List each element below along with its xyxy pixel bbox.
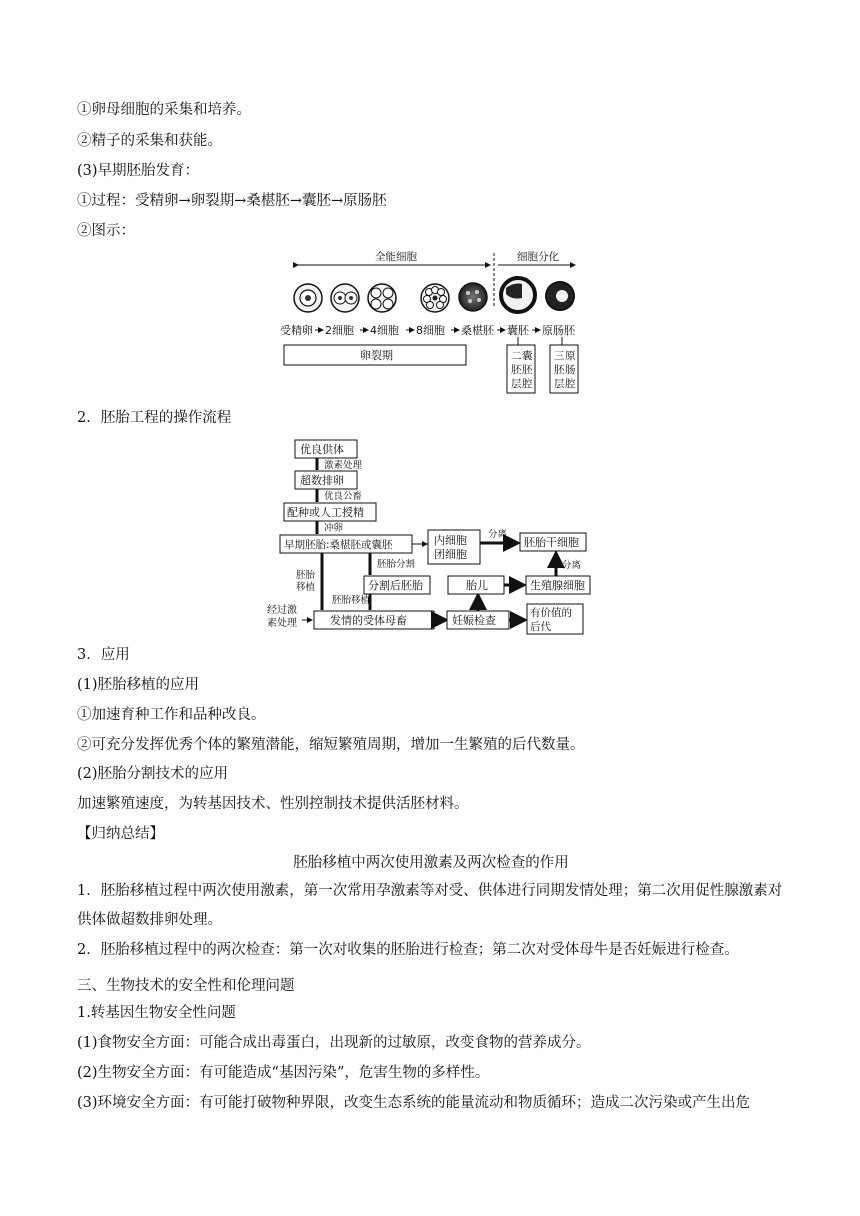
blast-label: 腔: [522, 378, 533, 390]
text-line: ①卵母细胞的采集和培养。: [77, 102, 251, 118]
stage-4cell: 4细胞: [370, 324, 399, 337]
text-line: ①过程：受精卵→卵裂期→桑椹胚→囊胚→原肠胚: [77, 193, 387, 209]
label-mating: 配种或人工授精: [287, 506, 364, 519]
label-split: 胚胎分割: [377, 559, 416, 570]
label-flush: 冲卵: [324, 523, 344, 534]
gas-label: 原: [565, 350, 576, 362]
text-line: ②可充分发挥优秀个体的繁殖潜能，缩短繁殖周期，增加一生繁殖的后代数量。: [77, 737, 585, 753]
blast-label: 胚: [511, 364, 522, 376]
label-transfer-2: 胚胎移植: [332, 595, 371, 606]
label-differentiation: 细胞分化: [517, 251, 559, 263]
four-cell-icon: [368, 284, 396, 312]
blast-label: 二: [511, 350, 522, 362]
label-donor: 优良供体: [300, 443, 344, 456]
gas-label: 胚: [554, 364, 565, 376]
stage-blastocyst: 囊胚: [507, 324, 529, 337]
text-line: (3)环境安全方面：有可能打破物种界限，改变生态系统的能量流动和物质循环；造成二次污染或产生出危: [77, 1095, 751, 1111]
label-early-embryo: 早期胚胎:桑椹胚或囊胚: [284, 539, 393, 551]
zygote-cell-icon: [294, 284, 322, 312]
text-line: ②精子的采集和获能。: [77, 133, 222, 149]
section-heading: 2．胚胎工程的操作流程: [77, 410, 232, 426]
text-line: 加速繁殖速度，为转基因技术、性别控制技术提供活胚材料。: [77, 796, 469, 812]
summary-paragraph: 1．胚胎移植过程中两次使用激素，第一次常用孕激素等对受、供体进行同期发情处理；第二次用促性腺激素对供体做超数排卵处理。: [77, 883, 783, 928]
label-offspring-1: 有价值的: [530, 607, 572, 619]
text-line: ①加速育种工作和品种改良。: [77, 707, 266, 723]
label-fetus: 胎儿: [466, 579, 488, 592]
label-gonad: 生殖腺细胞: [530, 579, 585, 592]
eight-cell-icon: [421, 284, 449, 312]
label-after-split: 分割后胚胎: [368, 579, 423, 592]
text-line: (1)食物安全方面：可能合成出毒蛋白，出现新的过敏原，改变食物的营养成分。: [77, 1035, 591, 1051]
embryo-engineering-flowchart: [262, 436, 607, 636]
stage-morula: 桑椹胚: [461, 324, 494, 337]
label-treated-a: 经过激: [267, 605, 297, 616]
embryo-development-figure: [270, 248, 610, 398]
stage-2cell: 2细胞: [325, 324, 354, 337]
blast-label: 层: [511, 378, 522, 390]
subheading: (3)早期胚胎发育：: [77, 163, 200, 179]
subheading: 1.转基因生物安全性问题: [77, 1005, 236, 1021]
label-male: 优良公畜: [324, 491, 363, 502]
gas-label: 肠: [565, 364, 576, 376]
blastocyst-icon: [501, 278, 535, 312]
label-pregnancy: 妊娠检查: [452, 614, 496, 627]
label-transfer-b: 移植: [296, 582, 316, 593]
summary-paragraph: 2．胚胎移植过程中的两次检查：第一次对收集的胚胎进行检查；第二次对受体母牛是否妊娠进行检查。: [77, 942, 739, 958]
gas-label: 层: [554, 378, 565, 390]
label-treated-b: 素处理: [267, 618, 297, 629]
label-transfer-a: 胚胎: [296, 570, 316, 581]
gastrula-icon: [546, 282, 574, 310]
label-separate-2: 分离: [562, 560, 582, 571]
text-line: (2)生物安全方面：有可能造成“基因污染”，危害生物的多样性。: [77, 1065, 490, 1081]
blast-label: 胚: [522, 364, 533, 376]
section-heading: 3．应用: [77, 647, 130, 663]
blast-label: 囊: [522, 350, 533, 362]
gas-label: 三: [554, 350, 565, 362]
subheading: (2)胚胎分割技术的应用: [77, 766, 229, 782]
summary-title: 胚胎移植中两次使用激素及两次检查的作用: [293, 855, 569, 871]
two-cell-icon: [331, 284, 359, 312]
summary-label: 【归纳总结】: [77, 826, 164, 842]
morula-icon: [459, 283, 487, 311]
gas-label: 腔: [565, 378, 576, 390]
stage-zygote: 受精卵: [280, 324, 313, 337]
text-line: ②图示：: [77, 223, 135, 239]
label-totipotent: 全能细胞: [375, 251, 417, 263]
stage-gastrula: 原肠胚: [542, 324, 575, 337]
label-icm-1: 内细胞: [434, 534, 467, 547]
label-hormone: 激素处理: [324, 460, 363, 471]
stage-8cell: 8细胞: [416, 324, 445, 337]
subheading: (1)胚胎移植的应用: [77, 677, 200, 693]
label-icm-2: 团细胞: [434, 548, 467, 561]
label-cleavage: 卵裂期: [360, 349, 393, 362]
label-separate-1: 分离: [488, 529, 508, 540]
label-superovulation: 超数排卵: [300, 474, 344, 487]
section-heading: 三、生物技术的安全性和伦理问题: [77, 978, 295, 994]
label-es-cell: 胚胎干细胞: [524, 536, 579, 549]
label-offspring-2: 后代: [530, 621, 551, 633]
label-recipient: 发情的受体母畜: [330, 614, 407, 627]
